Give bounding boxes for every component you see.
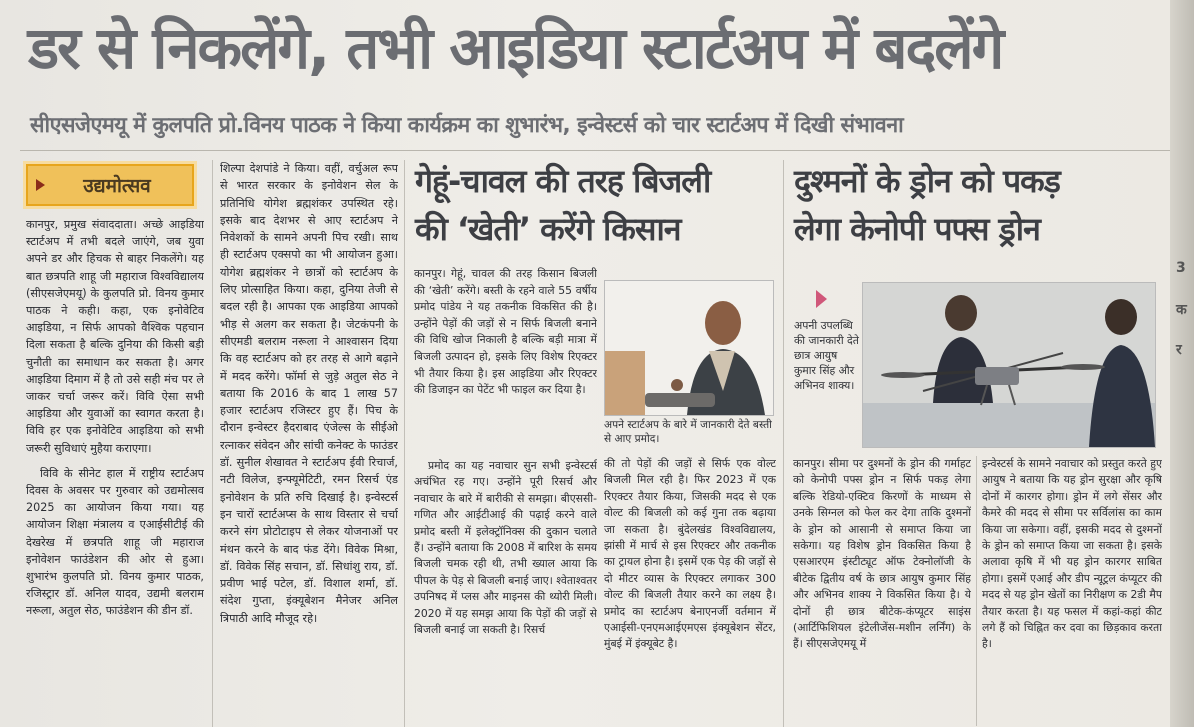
paragraph: प्रमोद का यह नवाचार सुन सभी इन्वेस्टर्स अचंभित रह गए। उन्होंने पूरी रिसर्च और नवाचार के बारे में बारीकी से समझा। बीएससी-गणित और आईटीआई की पढ़ाई करने वाले प्रमोद बस्ती में इलेक्ट्रॉनिक्स की दुकान चलाते हैं। उन्होंने बताया कि 2008 में बारिश के समय बिजली चमक रही थी, तभी ख्याल आया कि पीपल के पेड़ से बिजली बनाई जाए। श्वेताश्वतर उपनिषद में प्लस और माइनस की थ्योरी मिली। 2020 में यह समझ आया कि पेड़ों की जड़ों से बिजली बनाई जा सकती है। रिसर्च bbox=[414, 459, 597, 637]
story3-column-a bbox=[793, 456, 971, 726]
main-story-column-2 bbox=[220, 160, 398, 726]
column-divider bbox=[783, 160, 784, 727]
story3-title-line1: दुश्मनों के ड्रोन को पकड़ bbox=[794, 162, 1060, 200]
story3-column-b bbox=[982, 456, 1162, 726]
story3-photo bbox=[862, 282, 1156, 448]
column-divider bbox=[976, 456, 977, 726]
main-story-column-1 bbox=[26, 216, 204, 726]
paragraph: इन्वेस्टर्स के सामने नवाचार को प्रस्तुत करते हुए आयुष ने बताया कि यह ड्रोन सुरक्षा और कृषि दोनों में कारगर होगा। ड्रोन में लगे सेंसर और कैमरे की मदद से सीमा पर सर्विलांस का काम किया जा सकेगा। वहीं, इसकी मदद से दुश्मनों के ड्रोन को समाप्त किया जा सकता है। इसके अलावा कृषि में भी यह ड्रोन कारगर साबित होगा। इसमें एआई और डीप न्यूट्रल कंप्यूटर की मदद से यह ड्रोन खेतों का निरीक्षण क 2डी मैप तैयार करता है। यह फसल में कहां-कहां कीट लगे हैं को चिह्नित कर दवा का छिड़काव करता है। bbox=[982, 457, 1162, 651]
paragraph: कानपुर। सीमा पर दुश्मनों के ड्रोन की गर्माहट को केनोपी पफ्स ड्रोन न सिर्फ पकड़ लेगा बल्कि रेडियो-एक्टिव किरणों के माध्यम से उनके सिग्नल को फेल कर देगा ताकि दुश्मनों के ड्रोन को आसानी से समाप्त किया जा सकेगा। यह विशेष ड्रोन विकसित किया है एसआरएम इंस्टीट्यूट ऑफ टेक्नोलॉजी के बीटेक द्वितीय वर्ष के छात्र आयुष कुमार सिंह और अभिनव शाक्य ने विकसित किया है। ये दोनों ही छात्र बीटेक-कंप्यूटर साइंस (आर्टिफिशियल इंटेलीजेंस-मशीन लर्निंग) के हैं। सीएसजेएमयू में bbox=[793, 457, 971, 651]
column-divider bbox=[212, 160, 213, 727]
adjacent-page-edge: 3 क र bbox=[1170, 0, 1194, 727]
story2-column-a bbox=[414, 266, 597, 456]
story2-column-b bbox=[604, 456, 776, 726]
headline: डर से निकलेंगे, तभी आइडिया स्टार्टअप में बदलेंगे bbox=[28, 14, 1003, 82]
story3-title-line2: लेगा केनोपी पफ्स ड्रोन bbox=[794, 210, 1040, 248]
section-tag bbox=[26, 164, 194, 206]
story2-photo-caption: अपने स्टार्टअप के बारे में जानकारी देते बस्ती से आए प्रमोद। bbox=[604, 419, 772, 445]
story2-title-line2: की ‘खेती’ करेंगे किसान bbox=[415, 210, 681, 248]
tag-arrow-icon bbox=[36, 179, 45, 191]
paragraph: कानपुर, प्रमुख संवाददाता। अच्छे आइडिया स्टार्टअप में तभी बदले जाएंगे, जब युवा अपने डर और हिचक से बाहर निकलेंगे। यह बात छत्रपति शाहू जी महाराज विश्वविद्यालय (सीएसजेएमयू) के कुलपति प्रो. विनय कुमार पाठक ने कही। कहा, एक इनोवेटिव आइडिया, न सिर्फ आपको वैश्विक पहचान दिला सकता है बल्कि दुनिया की किसी बड़ी चुनौती का समाधान कर सकता है। अगर आइडिया दिमाग में है तो उसे सही मंच पर ले जाकर चर्चा जरूर करें। विवि ऐसा सभी आइडिया और युवाओं का स्वागत करता है। विवि हर एक इनोवेटिव आइडिया को सभी जरूरी सुविधाएं मुहैया कराएगा। bbox=[26, 218, 204, 455]
story2-column-a2 bbox=[414, 458, 597, 726]
divider bbox=[20, 150, 1170, 151]
story2-title-line1: गेहूं-चावल की तरह बिजली bbox=[415, 162, 711, 200]
paragraph: कानपुर। गेहूं, चावल की तरह किसान बिजली की ‘खेती’ करेंगे। बस्ती के रहने वाले 55 वर्षीय प्रमोद पांडेय ने यह तकनीक विकसित की है। उन्होंने पेड़ों की जड़ों से न सिर्फ बिजली बनाने की विधि खोज निकाली है बल्कि बड़ी मात्रा में बिजली उत्पादन हो, इसके लिए विशेष रिएक्टर भी तैयार किया है। इस आइडिया और रिएक्टर की डिजाइन का पेटेंट भी फाइल कर दिया है। bbox=[414, 267, 597, 397]
column-divider bbox=[404, 160, 405, 727]
paragraph: शिल्पा देशपांडे ने किया। वहीं, वर्चुअल रूप से भारत सरकार के इनोवेशन सेल के प्रतिनिधि योगेश ब्रह्मशंकर उपस्थित रहे। इसके बाद देशभर से आए स्टार्टअप ने निवेशकों के सामने अपनी पिच रखी। साथ ही स्टार्टअप एक्सपो का भी आयोजन हुआ। योगेश ब्रह्मशंकर ने छात्रों को स्टार्टअप के लिए प्रोत्साहित किया। कहा, दुनिया तेजी से बदल रही है। आपका एक आइडिया आपको भीड़ से अलग कर सकता है। जेटकंपनी के सीएमडी बलराम नरूला ने आश्वासन दिया कि वह स्टार्टअप को हर तरह से आगे बढ़ाने में मदद करेंगे। फॉर्मा से जुड़े अतुल सेठ ने बताया कि 2016 के बाद 1 लाख 57 हजार स्टार्टअप रजिस्टर हुए हैं। पिच के दौरान इन्वेस्टर हैदराबाद एंजेल्स के सीईओ रत्नाकर संवेदन और सांची कनेक्ट के फाउंडर डॉ. सुनील शेखावत ने स्टार्टअप ईवी रिचार्ज, नटी विलेज, इन्फ्यूमेटिटी, रमन रिसर्च एंड इनोवेशन के प्रति रुचि दिखाई है। इन्वेस्टर्स इन चारों स्टार्टअप्स के साथ विस्तार से चर्चा करने संग प्रोटोटाइप से लेकर योजनाओं पर मंथन करने के बाद फंड देंगे। विवेक मिश्रा, डॉ. विवेक सिंह सचान, डॉ. सिधांशु राय, डॉ. प्रवीण भाई पटेल, डॉ. विशाल शर्मा, डॉ. संदेश गुप्ता, इंक्यूबेशन मैनेजर अनिल त्रिपाठी आदि मौजूद रहे। bbox=[220, 162, 398, 625]
caption-arrow-icon bbox=[816, 290, 827, 308]
paragraph: विवि के सीनेट हाल में राष्ट्रीय स्टार्टअप दिवस के अवसर पर गुरुवार को उद्यमोत्सव 2025 का आयोजन किया गया। यह आयोजन शिक्षा मंत्रालय व एआईसीटीई की देखरेख में छत्रपति शाहू जी महाराज इनोवेशन फाउंडेशन की ओर से हुआ। शुभारंभ कुलपति प्रो. विनय कुमार पाठक, रजिस्ट्रार डॉ. अनिल यादव, उद्यमी बलराम नरूला, अतुल सेठ, फाउंडेशन की डीन डॉ. bbox=[26, 466, 204, 618]
paragraph: की तो पेड़ों की जड़ों से सिर्फ एक वोल्ट बिजली मिल रही है। फिर 2023 में एक रिएक्टर तैयार किया, जिसकी मदद से एक वोल्ट की बिजली को कई गुना तक बढ़ाया जा सकता है। बुंदेलखंड विश्वविद्यालय, झांसी में मार्च से इस रिएक्टर और तकनीक का ट्रायल होना है। इसमें एक पेड़ की जड़ों से दो मीटर व्यास के रिएक्टर लगाकर 300 वोल्ट की बिजली तैयार करने का लक्ष्य है। प्रमोद का स्टार्टअप बेनाएनर्जी वर्तमान में एआईसी-एनएमआईएमएस इंक्यूबेशन सेंटर, मुंबई में इंक्यूबेट है। bbox=[604, 457, 776, 651]
section-tag-label: उद्यमोत्सव bbox=[83, 175, 151, 197]
subheadline: सीएसजेएमयू में कुलपति प्रो.विनय पाठक ने किया कार्यक्रम का शुभारंभ, इन्वेस्टर्स को चार स्टार्टअप में दिखी संभावना bbox=[30, 113, 904, 138]
story3-side-caption: अपनी उपलब्धि की जानकारी देते छात्र आयुष कुमार सिंह और अभिनव शाक्य। bbox=[794, 319, 859, 392]
story2-photo bbox=[604, 280, 774, 416]
